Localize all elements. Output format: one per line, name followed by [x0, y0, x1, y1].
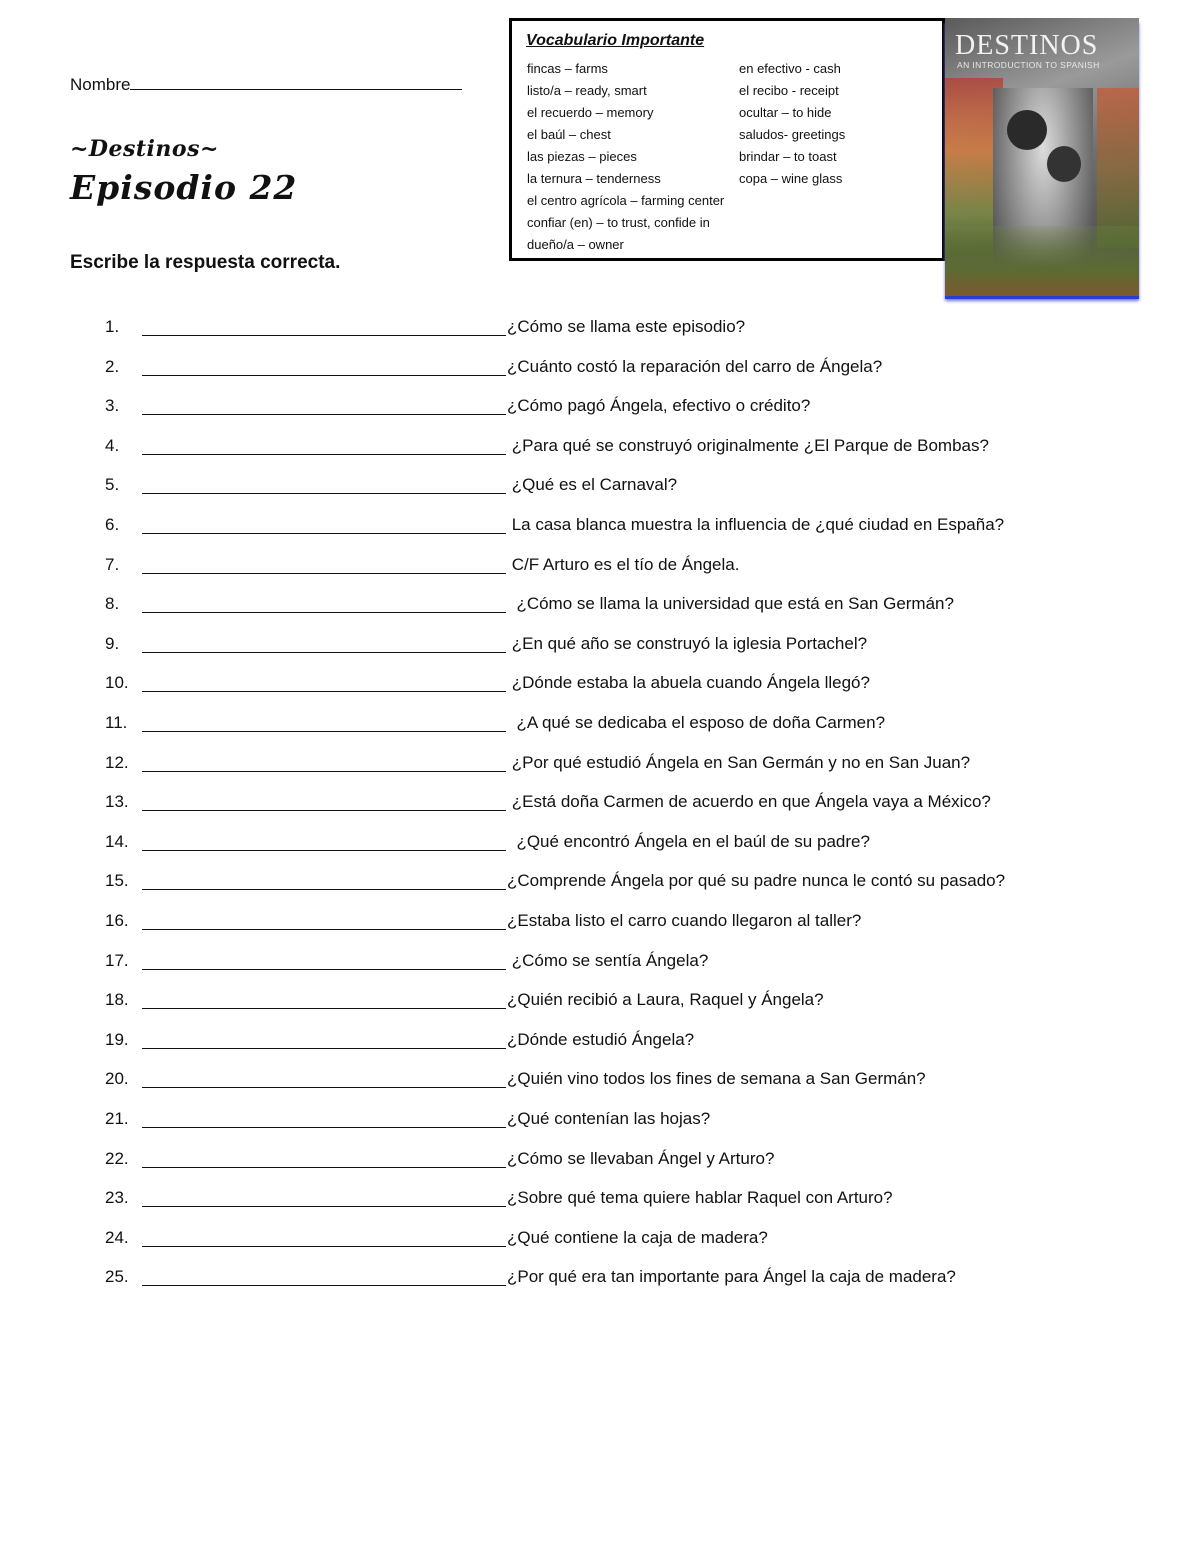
- question-number: 14.: [105, 831, 129, 851]
- question-text: ¿En qué año se construyó la iglesia Portachel?: [507, 633, 868, 653]
- question-text: ¿Cómo se llama la universidad que está en San Germán?: [507, 594, 954, 614]
- question-text: ¿Cómo se llevaban Ángel y Arturo?: [507, 1148, 775, 1168]
- answer-blank-line[interactable]: [142, 810, 506, 811]
- answer-blank-line[interactable]: [142, 929, 506, 930]
- question-text: ¿Dónde estudió Ángela?: [507, 1029, 695, 1049]
- answer-blank-line[interactable]: [142, 533, 506, 534]
- answer-blank-line[interactable]: [142, 969, 506, 970]
- answer-blank-line[interactable]: [142, 414, 506, 415]
- cover-title: DESTINOS: [955, 30, 1099, 61]
- vocab-item: el recuerdo – memory: [527, 105, 654, 120]
- cover-subtitle: AN INTRODUCTION TO SPANISH: [957, 60, 1100, 70]
- vocab-item: ocultar – to hide: [739, 105, 832, 120]
- question-text: ¿Cómo se sentía Ángela?: [507, 950, 709, 970]
- question-number: 13.: [105, 792, 129, 812]
- vocab-item: dueño/a – owner: [527, 237, 624, 252]
- question-number: 3.: [105, 396, 120, 416]
- question-text: ¿Cuánto costó la reparación del carro de Ángela?: [507, 356, 883, 376]
- answer-blank-line[interactable]: [142, 652, 506, 653]
- question-number: 23.: [105, 1188, 129, 1208]
- question-number: 2.: [105, 356, 120, 376]
- question-number: 9.: [105, 633, 120, 653]
- vocab-item: el recibo - receipt: [739, 83, 839, 98]
- vocab-item: brindar – to toast: [739, 149, 837, 164]
- question-text: ¿Quién vino todos los fines de semana a San Germán?: [507, 1069, 926, 1089]
- answer-blank-line[interactable]: [142, 850, 506, 851]
- question-number: 18.: [105, 990, 129, 1010]
- answer-blank-line[interactable]: [142, 1167, 506, 1168]
- answer-blank-line[interactable]: [142, 1206, 506, 1207]
- question-text: ¿Qué encontró Ángela en el baúl de su padre?: [507, 831, 870, 851]
- series-title: ~Destinos~: [70, 136, 219, 162]
- book-cover-image: [945, 18, 1139, 296]
- question-text: ¿Qué es el Carnaval?: [507, 475, 678, 495]
- question-text: ¿Cómo pagó Ángela, efectivo o crédito?: [507, 396, 811, 416]
- question-number: 12.: [105, 752, 129, 772]
- question-number: 10.: [105, 673, 129, 693]
- answer-blank-line[interactable]: [142, 889, 506, 890]
- cover-foliage: [945, 226, 1139, 296]
- answer-blank-line[interactable]: [142, 1087, 506, 1088]
- question-number: 20.: [105, 1069, 129, 1089]
- vocab-item: fincas – farms: [527, 61, 608, 76]
- question-text: ¿Comprende Ángela por qué su padre nunca le contó su pasado?: [507, 871, 1006, 891]
- vocab-item: confiar (en) – to trust, confide in: [527, 215, 710, 230]
- question-number: 6.: [105, 515, 120, 534]
- vocab-item: listo/a – ready, smart: [527, 83, 647, 98]
- question-number: 1.: [105, 317, 120, 336]
- vocab-item: en efectivo - cash: [739, 61, 841, 76]
- question-number: 15.: [105, 871, 129, 891]
- instructions: Escribe la respuesta correcta.: [70, 252, 341, 273]
- vocabulary-title: Vocabulario Importante: [526, 32, 705, 49]
- question-number: 11.: [105, 713, 128, 732]
- question-text: ¿Estaba listo el carro cuando llegaron al taller?: [507, 911, 862, 930]
- vocab-item: saludos- greetings: [739, 127, 846, 142]
- question-text: ¿A qué se dedicaba el esposo de doña Carmen?: [507, 713, 886, 732]
- question-number: 22.: [105, 1148, 129, 1168]
- question-text: ¿Dónde estaba la abuela cuando Ángela llegó?: [507, 673, 870, 693]
- question-number: 5.: [105, 475, 120, 495]
- answer-blank-line[interactable]: [142, 612, 506, 613]
- answer-blank-line[interactable]: [142, 1285, 506, 1286]
- answer-blank-line[interactable]: [142, 493, 506, 494]
- question-number: 24.: [105, 1227, 129, 1247]
- question-number: 16.: [105, 911, 129, 930]
- question-number: 19.: [105, 1029, 129, 1049]
- vocab-item: el baúl – chest: [527, 127, 611, 142]
- question-number: 21.: [105, 1109, 129, 1128]
- question-text: ¿Por qué era tan importante para Ángel la caja de madera?: [507, 1267, 956, 1287]
- answer-blank-line[interactable]: [142, 1127, 506, 1128]
- episode-title: Episodio 22: [70, 168, 298, 207]
- answer-blank-line[interactable]: [142, 1246, 506, 1247]
- question-text: ¿Está doña Carmen de acuerdo en que Ángela vaya a México?: [507, 792, 991, 812]
- name-blank-line[interactable]: [130, 73, 462, 90]
- cover-person: [1047, 146, 1081, 182]
- question-text: ¿Qué contenían las hojas?: [507, 1109, 711, 1128]
- question-text: ¿Quién recibió a Laura, Raquel y Ángela?: [507, 990, 824, 1010]
- answer-blank-line[interactable]: [142, 335, 506, 336]
- vocab-item: la ternura – tenderness: [527, 171, 661, 186]
- question-text: ¿Cómo se llama este episodio?: [507, 317, 746, 336]
- name-label: Nombre: [70, 75, 131, 94]
- answer-blank-line[interactable]: [142, 1008, 506, 1009]
- question-text: ¿Para qué se construyó originalmente ¿El Parque de Bombas?: [507, 435, 989, 455]
- question-text: ¿Por qué estudió Ángela en San Germán y no en San Juan?: [507, 752, 971, 772]
- question-number: 4.: [105, 435, 120, 455]
- vocab-item: las piezas – pieces: [527, 149, 637, 164]
- question-text: ¿Sobre qué tema quiere hablar Raquel con Arturo?: [507, 1188, 893, 1208]
- vocab-item: el centro agrícola – farming center: [527, 193, 725, 208]
- answer-blank-line[interactable]: [142, 573, 506, 574]
- cover-flowers-right: [1097, 88, 1139, 248]
- vocabulary-column-left: [527, 58, 724, 256]
- vocabulary-column-right: [739, 58, 845, 190]
- answer-blank-line[interactable]: [142, 731, 506, 732]
- question-number: 7.: [105, 554, 120, 574]
- cover-person: [1007, 110, 1047, 150]
- answer-blank-line[interactable]: [142, 691, 506, 692]
- answer-blank-line[interactable]: [142, 1048, 506, 1049]
- answer-blank-line[interactable]: [142, 454, 506, 455]
- question-number: 17.: [105, 950, 129, 970]
- answer-blank-line[interactable]: [142, 375, 506, 376]
- question-text: ¿Qué contiene la caja de madera?: [507, 1227, 768, 1247]
- question-number: 8.: [105, 594, 120, 614]
- question-number: 25.: [105, 1267, 129, 1287]
- vocab-item: copa – wine glass: [739, 171, 843, 186]
- answer-blank-line[interactable]: [142, 771, 506, 772]
- question-text: C/F Arturo es el tío de Ángela.: [507, 554, 740, 574]
- question-text: La casa blanca muestra la influencia de ¿qué ciudad en España?: [507, 515, 1005, 534]
- name-field[interactable]: [70, 73, 462, 95]
